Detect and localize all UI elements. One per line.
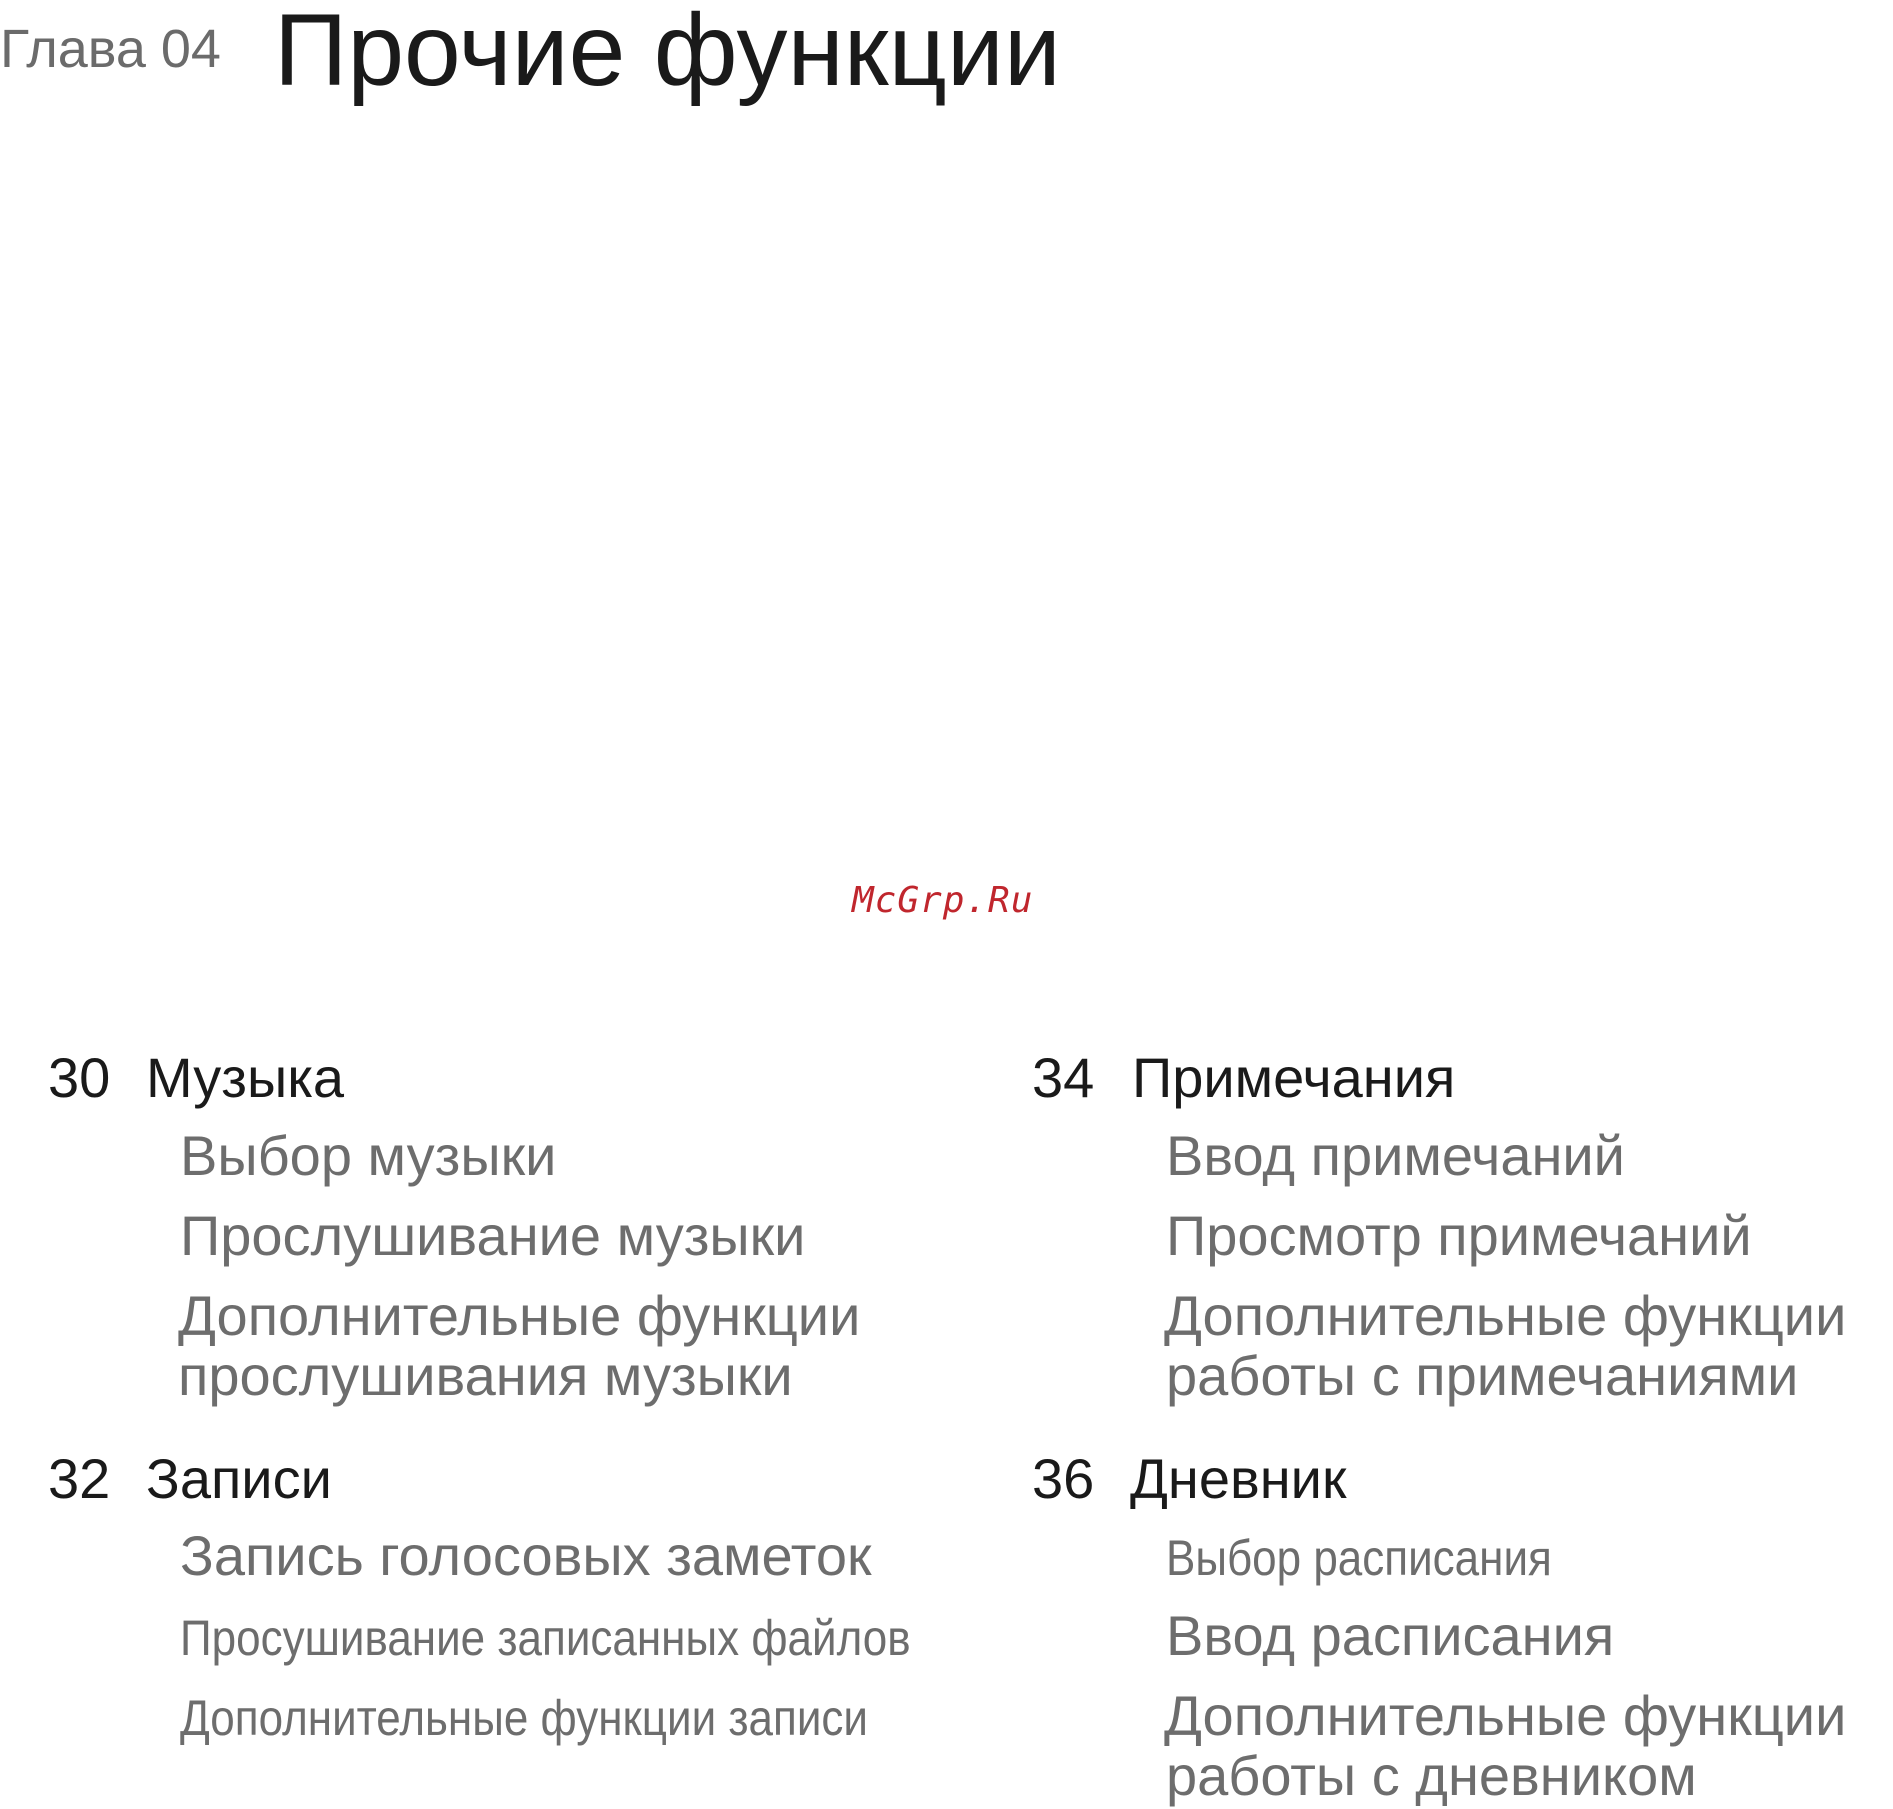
toc-item: Ввод расписания bbox=[1166, 1604, 1615, 1667]
section-page-number: 30 bbox=[48, 1046, 111, 1109]
toc-item: Дополнительные функции bbox=[178, 1284, 861, 1347]
section-title: Музыка bbox=[146, 1046, 345, 1109]
watermark: McGrp.Ru bbox=[852, 880, 1034, 921]
toc-item: Дополнительные функции bbox=[1164, 1284, 1847, 1347]
chapter-label: Глава 04 bbox=[0, 19, 221, 79]
toc-item-continuation: работы с примечаниями bbox=[1166, 1344, 1799, 1407]
toc-item: Прослушивание музыки bbox=[180, 1204, 806, 1267]
toc-item-continuation: работы с дневником bbox=[1166, 1744, 1697, 1807]
section-title: Записи bbox=[146, 1447, 332, 1510]
toc-item-continuation: прослушивания музыки bbox=[178, 1344, 793, 1407]
section-page-number: 36 bbox=[1032, 1447, 1095, 1510]
toc-item: Просмотр примечаний bbox=[1166, 1204, 1752, 1267]
toc-item: Дополнительные функции bbox=[1164, 1684, 1847, 1747]
chapter-title: Прочие функции bbox=[274, 0, 1061, 107]
section-page-number: 34 bbox=[1032, 1046, 1095, 1109]
toc-item: Запись голосовых заметок bbox=[180, 1524, 872, 1587]
section-page-number: 32 bbox=[48, 1447, 111, 1510]
toc-item: Ввод примечаний bbox=[1166, 1124, 1625, 1187]
toc-item: Выбор расписания bbox=[1166, 1530, 1552, 1586]
toc-item: Дополнительные функции записи bbox=[180, 1690, 868, 1746]
toc-item: Просушивание записанных файлов bbox=[180, 1610, 911, 1666]
toc-item: Выбор музыки bbox=[180, 1124, 557, 1187]
section-title: Примечания bbox=[1132, 1046, 1456, 1109]
section-title: Дневник bbox=[1130, 1447, 1347, 1510]
